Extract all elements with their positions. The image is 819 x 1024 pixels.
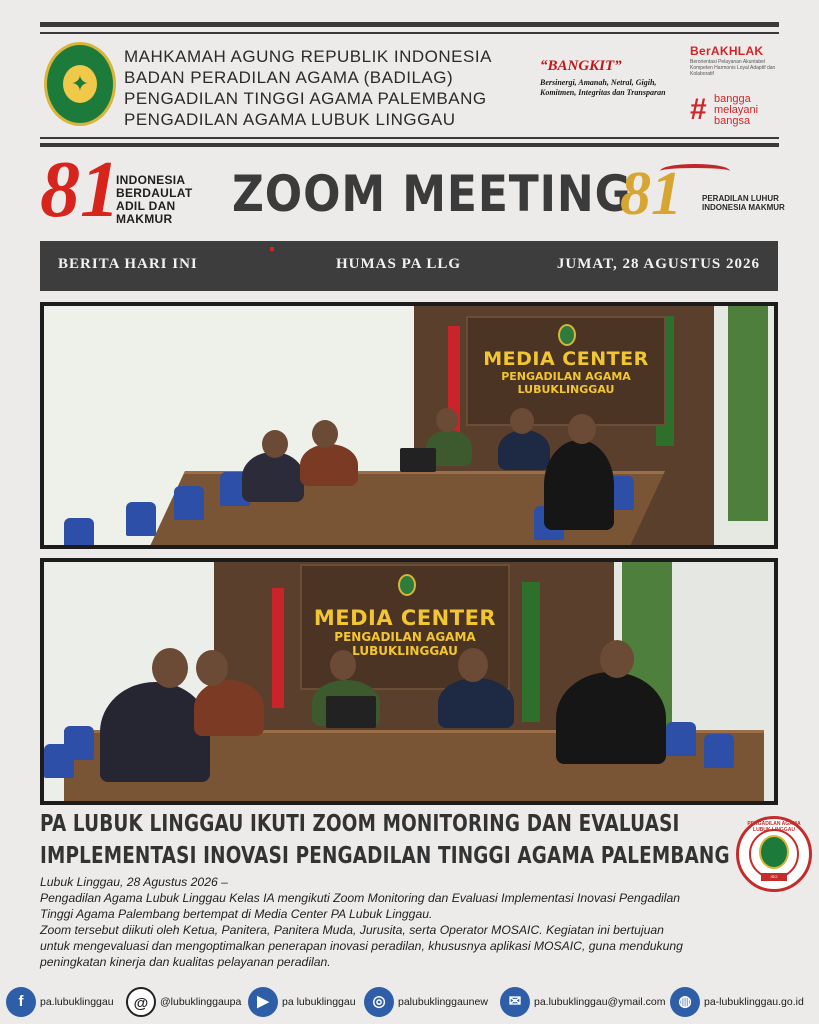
participant-head [458,648,488,682]
institution-line-4: PENGADILAN AGAMA LUBUK LINGGAU [124,110,456,129]
emblem-icon [558,324,576,346]
meeting-photo-2 [40,558,778,805]
header-rule-thin [40,137,779,139]
participant-head [510,408,534,434]
participant-head [568,414,596,444]
media-center-board [466,316,666,426]
board-subtitle-2: LUBUKLINGGAU [352,644,458,658]
article-line-6: peningkatan kinerja dan kualitas pelayanan peradilan. [40,955,331,969]
participant [242,452,304,502]
emblem-icon [398,574,416,596]
anniversary-text [116,174,192,226]
facebook-link[interactable] [6,986,114,1018]
gold-81-logo [620,162,710,226]
laptop [326,696,376,728]
chair [666,722,696,756]
website-label: pa-lubuklinggau.go.id [704,996,804,1008]
bangkit-title: “BANGKIT” [540,58,622,74]
youtube-link[interactable] [248,986,356,1018]
top-rule-thin [40,32,779,34]
tagline-line-2: INDONESIA MAKMUR [702,203,785,212]
youtube-icon: ▶ [248,987,278,1017]
facebook-label: pa.lubuklinggau [40,996,114,1008]
instagram-label: palubuklinggaunew [398,996,488,1008]
board-subtitle-1: PENGADILAN AGAMA [334,630,476,644]
email-link[interactable] [500,986,665,1018]
participant [100,682,210,782]
youtube-label: pa lubuklinggau [282,996,356,1008]
participant-head [152,648,188,688]
headline-line-1: PA LUBUK LINGGAU IKUTI ZOOM MONITORING DAN EVALUASI [40,811,680,837]
article-line-1: Lubuk Linggau, 28 Agustus 2026 – [40,875,228,889]
mail-icon: ✉ [500,987,530,1017]
website-link[interactable] [670,986,804,1018]
seal-emblem-icon [759,835,789,869]
flag-red [272,588,284,708]
institution-lines [124,46,492,130]
chair [174,486,204,520]
article-headline [40,808,740,872]
participant [498,430,550,470]
berakhlak-subtitle: Berorientasi Pelayanan Akuntabel Kompeten Harmonis Loyal Adaptif dan Kolaboratif [690,59,776,77]
star-icon: ✦ [70,71,90,96]
mahkamah-agung-logo [44,42,116,126]
gold-number: 81 [620,160,682,228]
anniversary-number: 81 [40,146,120,234]
participant-head [312,420,338,448]
anniversary-text-2: BERDAULAT [116,186,193,200]
tagline-line-1: PERADILAN LUHUR [702,194,779,203]
news-label: BERITA HARI INI [58,256,198,272]
meeting-photo-1 [40,302,778,549]
threads-icon: @ [126,987,156,1017]
participant [556,672,666,764]
seal-badge: ISO [761,873,787,881]
curtain [728,306,768,521]
berakhlak-title: BerAKHLAK [690,44,764,58]
institution-line-1: MAHKAMAH AGUNG REPUBLIK INDONESIA [124,47,492,66]
article-line-2: Pengadilan Agama Lubuk Linggau Kelas IA mengikuti Zoom Monitoring dan Evaluasi Implementasi Inovasi Pengadilan [40,891,681,905]
article-line-4: Zoom tersebut diikuti oleh Ketua, Panitera, Panitera Muda, Jurusita, serta Operator MOSAIC. Kegiatan ini bertujuan [40,923,664,937]
chair [44,744,74,778]
anniversary-text-4: MAKMUR [116,212,173,226]
bangga-line-2: melayani [714,104,759,116]
participant-head [196,650,228,686]
news-date: JUMAT, 28 AGUSTUS 2026 [556,256,760,272]
berakhlak-logo [690,44,780,77]
email-label: pa.lubuklinggau@ymail.com [534,996,666,1008]
participant-head [600,640,634,678]
board-subtitle-1: PENGADILAN AGAMA [501,370,631,383]
headline-line-2: IMPLEMENTASI INOVASI PENGADILAN TINGGI AGAMA PALEMBANG [40,843,730,869]
participant [544,440,614,530]
news-source: HUMAS PA LLG [336,256,462,272]
anniversary-text-3: ADIL DAN [116,199,176,213]
social-footer [0,986,819,1018]
institution-line-3: PENGADILAN TINGGI AGAMA PALEMBANG [124,89,487,108]
participant [300,444,358,486]
chair [126,502,156,536]
participant [194,680,264,736]
flag-green [522,582,540,722]
article-body [40,874,775,970]
bangkit-subtitle: Bersinergi, Amanah, Netral, Gigih, Komitmen, Integritas dan Transparan [540,78,666,97]
header-rule-thick [40,143,779,147]
participant-head [262,430,288,458]
seal-text: PENGADILAN AGAMA LUBUK LINGGAU [747,821,801,833]
chair [704,734,734,768]
instagram-link[interactable] [364,986,488,1018]
participant-head [436,408,458,432]
swoosh-icon [660,164,730,178]
instagram-icon: ◎ [364,987,394,1017]
board-title: MEDIA CENTER [483,348,649,370]
board-title: MEDIA CENTER [313,606,497,630]
participant-head [330,650,356,680]
threads-label: @lubuklinggaupa [160,996,242,1008]
participant [438,678,514,728]
board-subtitle-2: LUBUKLINGGAU [517,383,615,396]
facebook-icon: f [6,987,36,1017]
page-title: ZOOM MEETING [232,165,632,223]
bangkit-motto [540,58,680,98]
hut-ri-81-logo [40,146,120,236]
threads-link[interactable] [126,986,241,1018]
tagline [702,194,785,212]
chair [64,518,94,549]
news-bar [40,241,778,291]
anniversary-text-1: INDONESIA [116,173,186,187]
bangga-line-3: bangsa [714,115,751,127]
hashtag-icon: # [690,93,707,126]
article-line-3: Tinggi Agama Palembang bertempat di Media Center PA Lubuk Linggau. [40,907,433,921]
news-dot [270,247,274,251]
article-line-5: untuk mengevaluasi dan mengoptimalkan penerapan inovasi peradilan, khususnya aplikasi MOSAIC, guna mendukung [40,939,683,953]
bangga-melayani-bangsa-logo [690,94,780,128]
laptop [400,448,436,472]
top-rule-thick [40,22,779,27]
globe-icon: ◍ [670,987,700,1017]
institution-line-2: BADAN PERADILAN AGAMA (BADILAG) [124,68,454,87]
bangga-line-1: bangga [714,93,751,105]
